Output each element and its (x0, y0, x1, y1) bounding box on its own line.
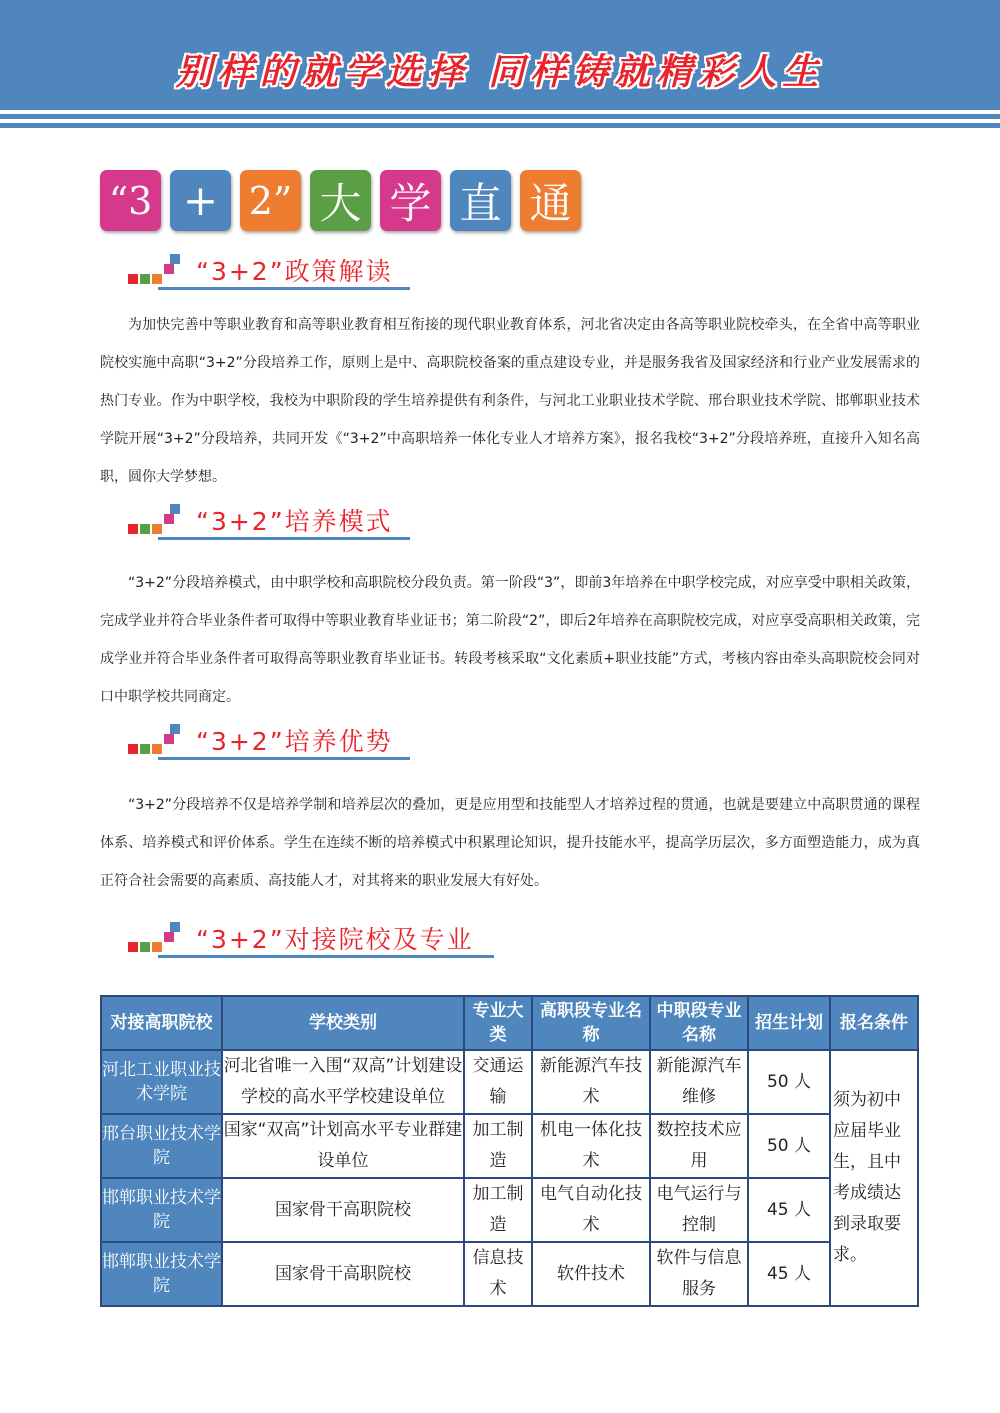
title-tile: 2” (240, 170, 301, 231)
banner-stripe (0, 123, 1000, 128)
section-title: “3+2”对接院校及专业 (196, 925, 474, 954)
major-class-cell: 交通运输 (464, 1050, 532, 1114)
square-mark (164, 734, 174, 744)
title-tile: + (170, 170, 231, 231)
title-tile: 通 (520, 170, 581, 231)
table-header: 对接高职院校 (101, 996, 222, 1050)
square-mark (128, 274, 138, 284)
major-class-cell: 信息技术 (464, 1242, 532, 1306)
title-tile: “3 (100, 170, 161, 231)
square-mark (140, 274, 150, 284)
higher-major-cell: 软件技术 (532, 1242, 650, 1306)
square-mark (128, 524, 138, 534)
category-cell: 国家骨干高职院校 (222, 1242, 464, 1306)
category-cell: 河北省唯一入围“双高”计划建设学校的高水平学校建设单位 (222, 1050, 464, 1114)
section-underline (158, 287, 410, 290)
square-mark (170, 254, 180, 264)
section-paragraph: “3+2”分段培养模式，由中职学校和高职院校分段负责。第一阶段“3”，即前3年培养在中职学校完成，对应享受中职相关政策，完成学业并符合毕业条件者可取得中等职业教育毕业证书；第二阶段“2”，即后2年培养在高职院校完成，对应享受高职相关政策，完成学业并符合毕业条件者可取得高等职业教育毕业证书。转段考核采取“文化素质+职业技能”方式，考核内容由牵头高职院校会同对口中职学校共同商定。 (100, 575, 920, 705)
header-banner (0, 0, 1000, 110)
banner-title: 别样的就学选择 同样铸就精彩人生 (175, 52, 825, 93)
table-header: 中职段专业名称 (650, 996, 748, 1050)
table-header-row (101, 996, 918, 1050)
plan-cell: 50 人 (748, 1050, 830, 1114)
section-underline (158, 757, 410, 760)
school-cell: 河北工业职业技术学院 (101, 1050, 222, 1114)
secondary-major-cell: 软件与信息服务 (650, 1242, 748, 1306)
square-mark (152, 942, 162, 952)
condition-cell: 须为初中应届毕业生，且中考成绩达到录取要求。 (830, 1050, 918, 1306)
secondary-major-cell: 电气运行与控制 (650, 1178, 748, 1242)
section-underline (158, 955, 494, 958)
square-mark (164, 932, 174, 942)
higher-major-cell: 机电一体化技术 (532, 1114, 650, 1178)
square-mark (152, 274, 162, 284)
title-tile: 直 (450, 170, 511, 231)
table-header: 招生计划 (748, 996, 830, 1050)
school-cell: 邢台职业技术学院 (101, 1114, 222, 1178)
section-paragraph: “3+2”分段培养不仅是培养学制和培养层次的叠加，更是应用型和技能型人才培养过程的贯通，也就是要建立中高职贯通的课程体系、培养模式和评价体系。学生在连续不断的培养模式中积累理论知识，提升技能水平，提高学历层次，多方面塑造能力，成为真正符合社会需要的高素质、高技能人才，对其将来的职业发展大有好处。 (100, 797, 920, 889)
square-mark (128, 942, 138, 952)
square-mark (128, 744, 138, 754)
table-header: 专业大类 (464, 996, 532, 1050)
plan-cell: 50 人 (748, 1114, 830, 1178)
table-row (101, 1050, 918, 1114)
square-mark (152, 744, 162, 754)
square-mark (152, 524, 162, 534)
squares-icon (128, 254, 188, 284)
section-paragraph: 为加快完善中等职业教育和高等职业教育相互衔接的现代职业教育体系，河北省决定由各高等职业院校牵头，在全省中高等职业院校实施中高职“3+2”分段培养工作，原则上是中、高职院校备案的重点建设专业，并是服务我省及国家经济和行业产业发展需求的热门专业。作为中职学校，我校为中职阶段的学生培养提供有利条件，与河北工业职业技术学院、邢台职业技术学院、邯郸职业技术学院开展“3+2”分段培养，共同开发《“3+2”中高职培养一体化专业人才培养方案》，报名我校“3+2”分段培养班，直接升入知名高职，圆你大学梦想。 (100, 317, 920, 485)
section-title: “3+2”培养模式 (196, 507, 393, 536)
higher-major-cell: 电气自动化技术 (532, 1178, 650, 1242)
squares-icon (128, 504, 188, 534)
category-cell: 国家骨干高职院校 (222, 1178, 464, 1242)
square-mark (140, 524, 150, 534)
title-tile: 大 (310, 170, 371, 231)
school-cell: 邯郸职业技术学院 (101, 1178, 222, 1242)
program-table (100, 995, 919, 1307)
table-header: 高职段专业名称 (532, 996, 650, 1050)
squares-icon (128, 724, 188, 754)
square-mark (170, 504, 180, 514)
table-row (101, 1114, 918, 1178)
square-mark (140, 744, 150, 754)
secondary-major-cell: 新能源汽车维修 (650, 1050, 748, 1114)
category-cell: 国家“双高”计划高水平专业群建设单位 (222, 1114, 464, 1178)
square-mark (170, 922, 180, 932)
title-tiles (100, 170, 581, 231)
major-class-cell: 加工制造 (464, 1114, 532, 1178)
school-cell: 邯郸职业技术学院 (101, 1242, 222, 1306)
major-class-cell: 加工制造 (464, 1178, 532, 1242)
table-row (101, 1178, 918, 1242)
squares-icon (128, 922, 188, 952)
secondary-major-cell: 数控技术应用 (650, 1114, 748, 1178)
section-title: “3+2”培养优势 (196, 727, 393, 756)
plan-cell: 45 人 (748, 1178, 830, 1242)
banner-stripe (0, 114, 1000, 119)
table-header: 学校类别 (222, 996, 464, 1050)
square-mark (164, 514, 174, 524)
plan-cell: 45 人 (748, 1242, 830, 1306)
square-mark (170, 724, 180, 734)
section-underline (158, 537, 410, 540)
title-tile: 学 (380, 170, 441, 231)
section-title: “3+2”政策解读 (196, 257, 393, 286)
table-header: 报名条件 (830, 996, 918, 1050)
higher-major-cell: 新能源汽车技术 (532, 1050, 650, 1114)
square-mark (140, 942, 150, 952)
square-mark (164, 264, 174, 274)
table-row (101, 1242, 918, 1306)
